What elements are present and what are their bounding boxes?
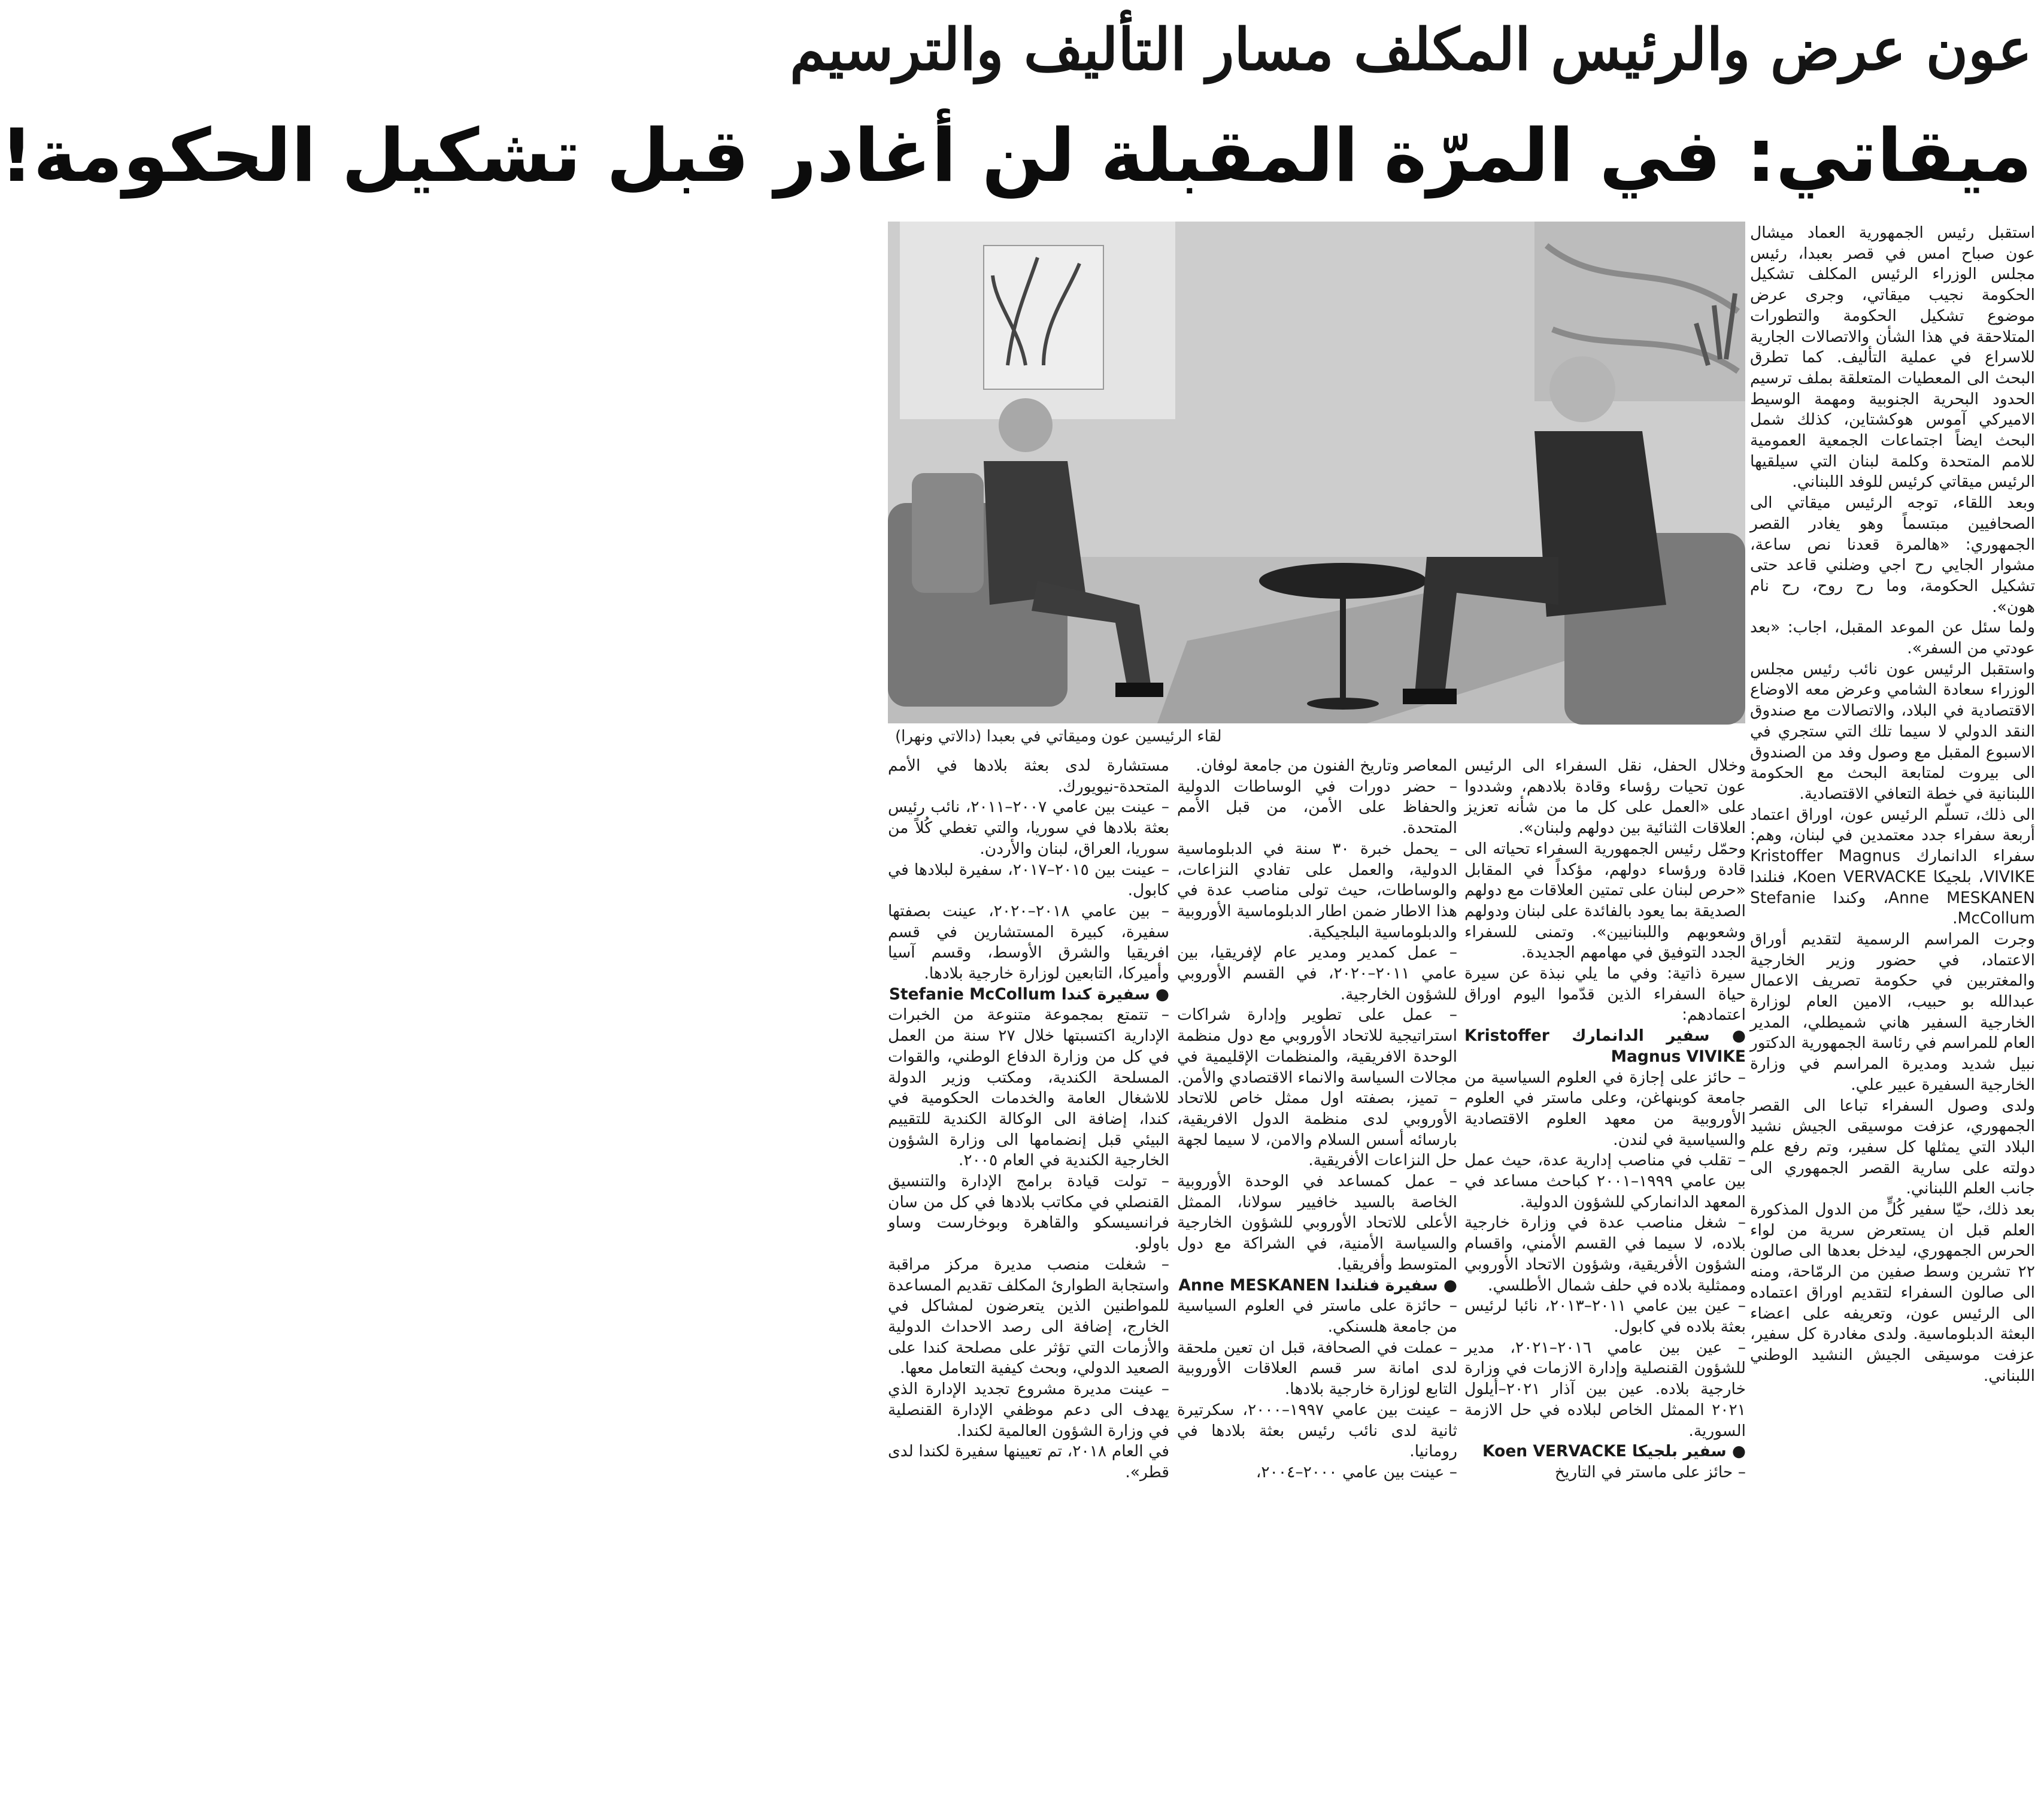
paragraph: – تولت قيادة برامج الإدارة والتنسيق القنصلي في مكاتب بلادها في كل من سان فرانسيسكو والقاهرة وبوخارست وساو باولو.: [888, 1172, 1169, 1253]
paragraph: – تقلب في مناصب إدارية عدة، حيث عمل بين عامي ١٩٩٩–٢٠٠١ كباحث مساعد في المعهد الدانماركي للشؤون الدولية.: [1464, 1151, 1746, 1211]
article-column-4: [888, 756, 1169, 1804]
paragraph: – شغل مناصب عدة في وزارة خارجية بلاده، لا سيما في القسم الأمني، واقسام الشؤون الأفريقية، وشؤون الاتحاد الأوروبي وممثلية بلاده في حلف شمال الأطلسي.: [1464, 1213, 1746, 1295]
paragraph: – بين عامي ٢٠١٨–٢٠٢٠، عينت بصفتها سفيرة، كبيرة المستشارين في قسم افريقيا والشرق الأوسط، وقسم آسيا وأميركا، التابعين لوزارة خارجية بلادها.: [888, 901, 1169, 983]
paragraph: – عينت بين عامي ١٩٩٧–٢٠٠٠، سكرتيرة ثانية لدى نائب رئيس بعثة بلادها في رومانيا.: [1177, 1400, 1457, 1461]
paragraph: وحمّل رئيس الجمهورية السفراء تحياته الى قادة ورؤساء دولهم، مؤكداً في المقابل «حرص لبنان على تمتين العلاقات مع دولهم الصديقة بما يعود بالفائدة على لبنان ودولهم وشعوبهم واللبنانيين». وتمنى للسفراء الجدد التوفيق في مهامهم الجديدة.: [1464, 839, 1746, 962]
paragraph: مستشارة لدى بعثة بلادها في الأمم المتحدة-نيويورك.: [888, 756, 1169, 796]
article-column-1: [1750, 223, 2035, 1804]
paragraph: سيرة ذاتية: وفي ما يلي نبذة عن سيرة حياة السفراء الذين قدّموا اليوم اوراق اعتمادهم:: [1464, 964, 1746, 1025]
paragraph: – عينت بين ٢٠١٥–٢٠١٧، سفيرة لبلادها في كابول.: [888, 860, 1169, 900]
paragraph: – حائز على ماستر في التاريخ: [1554, 1462, 1746, 1481]
article-column-2: [1464, 756, 1746, 1804]
main-headline: ميقاتي: في المرّة المقبلة لن أغادر قبل تشكيل الحكومة!: [0, 113, 2032, 198]
paragraph: ولما سئل عن الموعد المقبل، اجاب: «بعد عودتي من السفر».: [1750, 618, 2035, 658]
paragraph: استقبل رئيس الجمهورية العماد ميشال عون صباح امس في قصر بعبدا، رئيس مجلس الوزراء الرئيس المكلف تشكيل الحكومة نجيب ميقاتي، وجرى عرض موضوع تشكيل الحكومة والتطورات المتلاحقة في هذا الشأن والاتصالات الجارية للاسراع في عملية التأليف. كما تطرق البحث الى المعطيات المتعلقة بملف ترسيم الحدود البحرية الجنوبية ومهمة الوسيط الاميركي آموس هوكشتاين، كذلك شمل البحث ايضاً اجتماعات الجمعية العمومية للامم المتحدة وكلمة لبنان التي سيلقيها الرئيس ميقاتي كرئيس للوفد اللبناني.: [1750, 223, 2035, 492]
news-photo: [888, 222, 1745, 723]
paragraph: – تتمتع بمجموعة متنوعة من الخبرات الإدارية اكتسبتها خلال ٢٧ سنة من العمل في كل من وزارة الدفاع الوطني، والقوات المسلحة الكندية، ومكتب وزير الدولة للاشغال العامة والخدمات الحكومية في كندا، إضافة الى الوكالة الكندية للتقييم البيئي قبل إنضمامها الى وزارة الشؤون الخارجية الكندية في العام ٢٠٠٥.: [888, 1005, 1169, 1170]
paragraph: – حضر دورات في الوساطات الدولية والحفاظ على الأمن، من قبل الأمم المتحدة.: [1177, 777, 1457, 838]
paragraph: – حائز على إجازة في العلوم السياسية من جامعة كوبنهاغن، وعلى ماستر في العلوم الأوروبية من معهد العلوم الاقتصادية والسياسية في لندن.: [1464, 1068, 1746, 1149]
paragraph: – عينت مديرة مشروع تجديد الإدارة الذي يهدف الى دعم موظفي الإدارة القنصلية في وزارة الشؤون العالمية لكندا.: [888, 1380, 1169, 1440]
meeting-photo-illustration: [888, 222, 1745, 723]
paragraph: – عين بين عامي ٢٠١١–٢٠١٣، نائبا لرئيس بعثة بلاده في كابول.: [1464, 1296, 1746, 1336]
paragraph: وخلال الحفل، نقل السفراء الى الرئيس عون تحيات رؤساء وقادة بلادهم، وشددوا على «العمل على كل ما من شأنه تعزيز العلاقات الثنائية بين دولهم ولبنان».: [1464, 756, 1746, 838]
paragraph: واستقبل الرئيس عون نائب رئيس مجلس الوزراء سعادة الشامي وعرض معه الاوضاع الاقتصادية في البلاد، والاتصالات مع صندوق النقد الدولي لا سيما تلك التي ستجري في الاسبوع المقبل مع وصول وفد من الصندوق الى بيروت لمتابعة البحث مع الحكومة اللبنانية في خطة التعافي الاقتصادية.: [1750, 659, 2035, 803]
paragraph: ● سفير الدانمارك Kristoffer Magnus VIVIKE: [1464, 1026, 1746, 1066]
paragraph: المعاصر وتاريخ الفنون من جامعة لوفان.: [1196, 756, 1457, 775]
paragraph: وبعد اللقاء، توجه الرئيس ميقاتي الى الصحافيين مبتسماً وهو يغادر القصر الجمهوري: «هالمرة قعدنا نص ساعة، مشوار الجايي رح اجي وضلني قاعد حتى تشكيل الحكومة، وما رح روح، رح نام هون».: [1750, 493, 2035, 616]
paragraph: ● سفير بلجيكا Koen VERVACKE: [1482, 1442, 1746, 1461]
paragraph: – حائزة على ماستر في العلوم السياسية من جامعة هلسنكي.: [1177, 1296, 1457, 1336]
paragraph: في العام ٢٠١٨، تم تعيينها سفيرة لكندا لدى قطر».: [888, 1442, 1169, 1481]
paragraph: – عملت في الصحافة، قبل ان تعين ملحقة لدى امانة سر قسم العلاقات الأوروبية التابع لوزارة خارجية بلادها.: [1177, 1338, 1457, 1399]
paragraph: – عين بين عامي ٢٠١٦–٢٠٢١، مدير للشؤون القنصلية وإدارة الازمات في وزارة خارجية بلاده. عين بين آذار ٢٠٢١–أيلول ٢٠٢١ الممثل الخاص لبلاده في حل الازمة السورية.: [1464, 1338, 1746, 1440]
paragraph: وجرت المراسم الرسمية لتقديم أوراق الاعتماد، في حضور وزير الخارجية والمغتربين في حكومة تصريف الاعمال عبدالله بو حبيب، الامين العام لوزارة الخارجية السفير هاني شميطلي، المدير العام للمراسم في رئاسة الجمهورية الدكتور نبيل شديد ومديرة المراسم في وزارة الخارجية السفيرة عبير علي.: [1750, 929, 2035, 1094]
paragraph: – عمل كمساعد في الوحدة الأوروبية الخاصة بالسيد خافيير سولانا، الممثل الأعلى للاتحاد الأوروبي للشؤون الخارجية والسياسة الأمنية، في الشراكة مع دول المتوسط وأفريقيا.: [1177, 1172, 1457, 1274]
paragraph: – عمل على تطوير وإدارة شراكات استراتيجية للاتحاد الأوروبي مع دول منظمة الوحدة الافريقية، والمنظمات الإقليمية في مجالات السياسة والانماء الاقتصادي والأمن.: [1177, 1005, 1457, 1087]
paragraph: – عينت بين عامي ٢٠٠٧–٢٠١١، نائب رئيس بعثة بلادها في سوريا، والتي تغطي كُلاً من سوريا، العراق، لبنان والأردن.: [888, 798, 1169, 858]
paragraph: ولدى وصول السفراء تباعا الى القصر الجمهوري، عزفت موسيقى الجيش نشيد البلاد التي يمثلها كل سفير، وتم رفع علم دولته على سارية القصر الجمهوري الى جانب العلم اللبناني.: [1750, 1096, 2035, 1198]
article-column-3: [1177, 756, 1457, 1804]
paragraph: بعد ذلك، حيّا سفير كُلٍّ من الدول المذكورة العلم قبل ان يستعرض سرية من لواء الحرس الجمهوري، ليدخل بعدها الى صالون ٢٢ تشرين وسط صفين من الرمّاحة، ومنه الى صالون السفراء لتقديم اوراق اعتماده الى الرئيس عون، وتعريفه على اعضاء البعثة الدبلوماسية. ولدى مغادرة كل سفير، عزفت موسيقى الجيش النشيد الوطني اللبناني.: [1750, 1200, 2035, 1385]
paragraph: – عمل كمدير ومدير عام لإفريقيا، بين عامي ٢٠١١–٢٠٢٠، في القسم الأوروبي للشؤون الخارجية.: [1177, 943, 1457, 1004]
paragraph: الى ذلك، تسلّم الرئيس عون، اوراق اعتماد أربعة سفراء جدد معتمدين في لبنان، وهم: سفراء الدانمارك Kristoffer Magnus VIVIKE، بلجيكا Koen VERVACKE، فنلندا Anne MESKANEN، وكندا Stefanie McCollum.: [1750, 805, 2035, 928]
paragraph: – يحمل خبرة ٣٠ سنة في الدبلوماسية الدولية، والعمل على تفادي النزاعات، والوساطات، حيث تولى مناصب عدة في هذا الاطار ضمن اطار الدبلوماسية الأوروبية والدبلوماسية البلجيكية.: [1177, 839, 1458, 941]
paragraph: – شغلت منصب مديرة مركز مراقبة واستجابة الطوارئ المكلف تقديم المساعدة للمواطنين الذين يتعرضون لمشاكل في الخارج، إضافة الى رصد الاحداث الدولية والأزمات التي تؤثر على مصلحة كندا على الصعيد الدولي، وبحث كيفية التعامل معها.: [888, 1255, 1169, 1378]
paragraph: – عينت بين عامي ٢٠٠٠–٢٠٠٤،: [1255, 1462, 1457, 1481]
paragraph: – تميز، بصفته اول ممثل خاص للاتحاد الأوروبي لدى منظمة الدول الافريقية، بارسائه أسس السلام والامن، لا سيما لجهة حل النزاعات الأفريقية.: [1177, 1089, 1457, 1170]
paragraph: ● سفيرة كندا Stefanie McCollum: [888, 984, 1169, 1004]
kicker-headline: عون عرض والرئيس المكلف مسار التأليف والترسيم: [789, 16, 2032, 83]
photo-caption: لقاء الرئيسين عون وميقاتي في بعبدا (دالاتي ونهرا): [895, 728, 1222, 746]
paragraph: ● سفيرة فنلندا Anne MESKANEN: [1178, 1275, 1457, 1295]
